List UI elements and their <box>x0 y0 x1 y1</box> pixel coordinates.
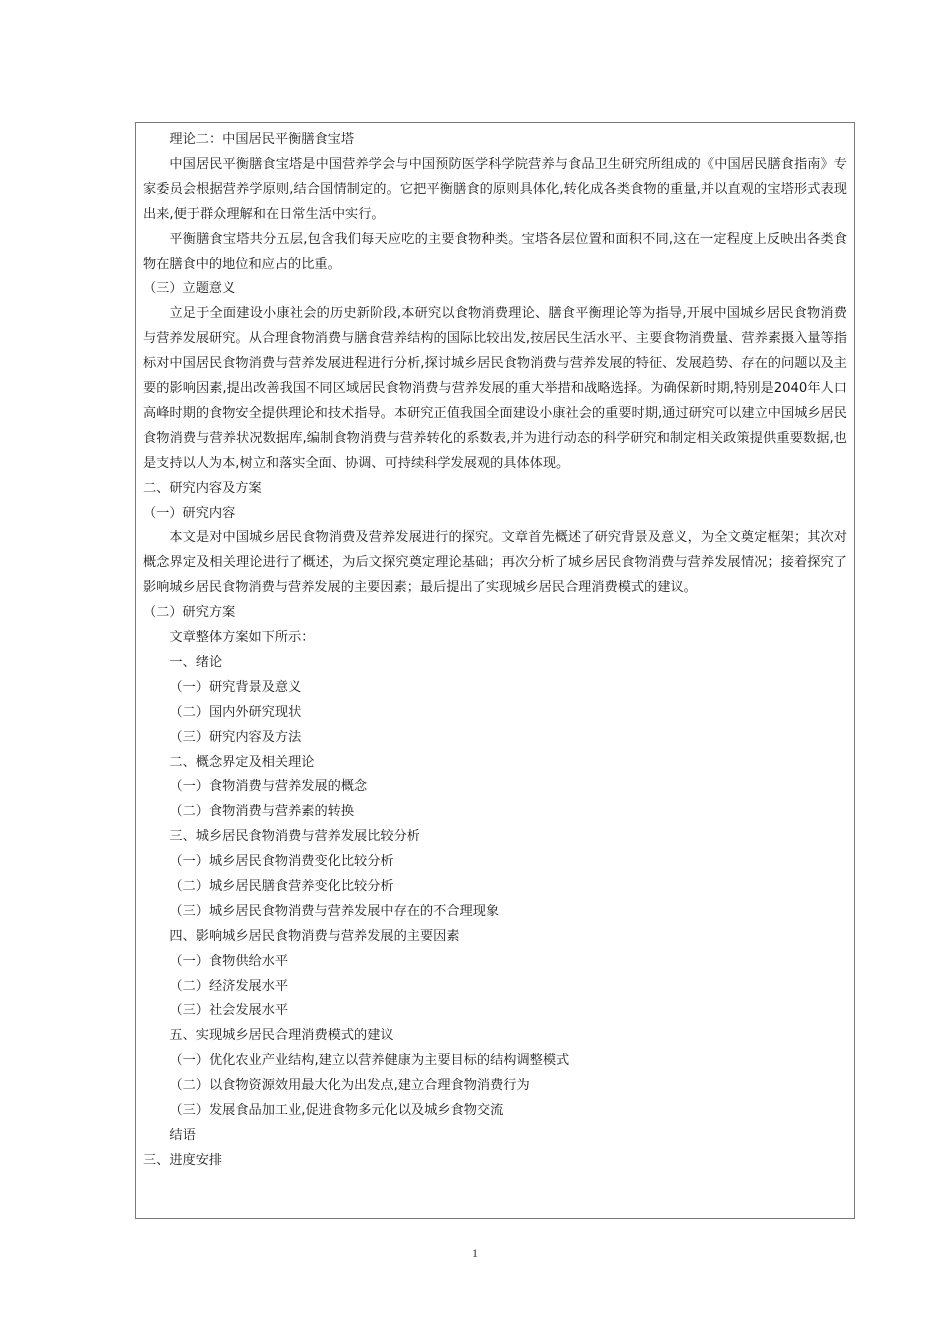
theory2-paragraph-2: 平衡膳食宝塔共分五层,包含我们每天应吃的主要食物种类。宝塔各层位置和面积不同,这在一定程度上反映出各类食物在膳食中的地位和应占的比重。 <box>143 231 847 272</box>
page-number: 1 <box>472 1246 478 1260</box>
section3-heading: 三、进度安排 <box>143 1152 223 1168</box>
theory2-heading: 理论二：中国居民平衡膳食宝塔 <box>169 132 355 147</box>
outline-item: （一）城乡居民食物消费变化比较分析 <box>169 854 394 870</box>
research-plan-heading: （二）研究方案 <box>143 605 236 621</box>
outline-item: （一）研究背景及意义 <box>169 679 302 695</box>
theory2-paragraph-1: 中国居民平衡膳食宝塔是中国营养学会与中国预防医学科学院营养与食品卫生研究所组成的《中国居民膳食指南》专家委员会根据营养学原则,结合国情制定的。它把平衡膳食的原则具体化,转化成各类食物的重量,并以直观的宝塔形式表现出来,便于群众理解和在日常生活中实行。 <box>143 156 847 222</box>
outline-item: 结语 <box>169 1127 196 1143</box>
content-frame <box>135 122 855 1219</box>
outline-item: 二、概念界定及相关理论 <box>169 754 315 770</box>
research-content-paragraph: 本文是对中国城乡居民食物消费及营养发展进行的探究。文章首先概述了研究背景及意义，为全文奠定框架；其次对概念界定及相关理论进行了概述，为后文探究奠定理论基础；再次分析了城乡居民食物消费与营养发展情况；接着探究了影响城乡居民食物消费与营养发展的主要因素；最后提出了实现城乡居民合理消费模式的建议。 <box>143 530 847 596</box>
research-content-heading: （一）研究内容 <box>143 505 236 521</box>
outline-item: （二）食物消费与营养素的转换 <box>169 804 355 820</box>
significance-heading: （三）立题意义 <box>143 281 236 297</box>
outline-item: （三）社会发展水平 <box>169 1003 289 1019</box>
outline-item: （二）以食物资源效用最大化为出发点,建立合理食物消费行为 <box>169 1078 530 1094</box>
section2-heading: 二、研究内容及方案 <box>143 480 262 496</box>
outline-item: （一）食物消费与营养发展的概念 <box>169 779 368 795</box>
outline-item: 三、城乡居民食物消费与营养发展比较分析 <box>169 829 420 845</box>
outline-item: （三）城乡居民食物消费与营养发展中存在的不合理现象 <box>169 903 500 919</box>
outline-item: （一）优化农业产业结构,建立以营养健康为主要目标的结构调整模式 <box>169 1053 570 1069</box>
significance-paragraph: 立足于全面建设小康社会的历史新阶段,本研究以食物消费理论、膳食平衡理论等为指导,开展中国城乡居民食物消费与营养发展研究。从合理食物消费与膳食营养结构的国际比较出发,按居民生活水平、主要食物消费量、营养素摄入量等指标对中国居民食物消费与营养发展进程进行分析,探讨城乡居民食物消费与营养发展的特征、发展趋势、存在的问题以及主要的影响因素,提出改善我国不同区域居民食物消费与营养发展的重大举措和战略选择。为确保新时期,特别是2040年人口高峰时期的食物安全提供理论和技术指导。本研究正值我国全面建设小康社会的重要时期,通过研究可以建立中国城乡居民食物消费与营养状况数据库,编制食物消费与营养转化的系数表,并为进行动态的科学研究和制定相关政策提供重要数据,也是支持以人为本,树立和落实全面、协调、可持续科学发展观的具体体现。 <box>143 306 847 471</box>
outline-item: （二）经济发展水平 <box>169 978 289 994</box>
outline-item: 一、绪论 <box>169 654 223 670</box>
research-plan-intro: 文章整体方案如下所示： <box>169 630 315 646</box>
outline-item: 四、影响城乡居民食物消费与营养发展的主要因素 <box>169 928 460 944</box>
outline-item: （二）国内外研究现状 <box>169 704 302 720</box>
outline-item: （一）食物供给水平 <box>169 953 289 969</box>
outline-item: （三）发展食品加工业,促进食物多元化以及城乡食物交流 <box>169 1102 504 1118</box>
outline-item: （三）研究内容及方法 <box>169 729 302 745</box>
outline-item: 五、实现城乡居民合理消费模式的建议 <box>169 1028 394 1044</box>
outline-item: （二）城乡居民膳食营养变化比较分析 <box>169 878 394 894</box>
